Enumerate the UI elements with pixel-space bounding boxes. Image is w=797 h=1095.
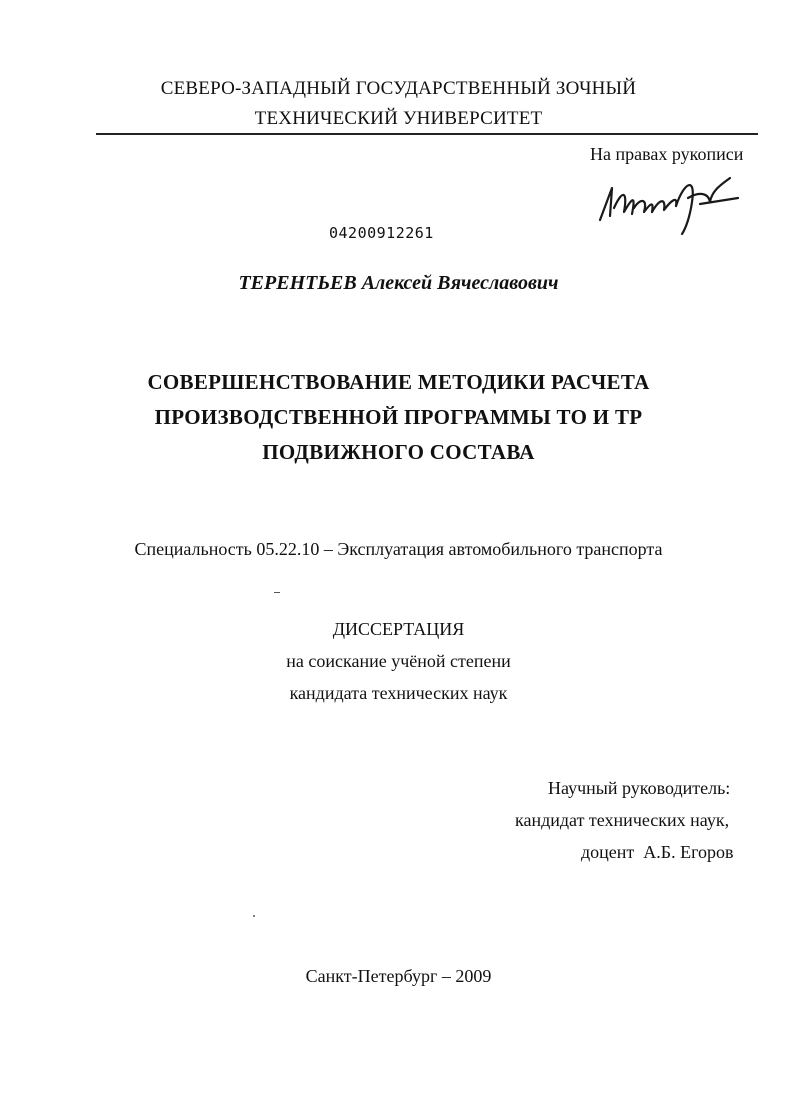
dissertation-degree-line-1: на соискание учёной степени — [286, 651, 511, 671]
scan-dot — [253, 915, 255, 917]
catalog-code: 04200912261 — [329, 224, 434, 242]
title-line-2: ПРОИЗВОДСТВЕННОЙ ПРОГРАММЫ ТО И ТР — [154, 405, 643, 429]
specialty: Специальность 05.22.10 – Эксплуатация автомобильного транспорта — [134, 539, 663, 559]
signature — [592, 168, 742, 238]
header-divider — [96, 133, 758, 135]
supervisor-degree: кандидат технических наук, — [515, 810, 730, 830]
dissertation-degree-line-2: кандидата технических наук — [289, 683, 508, 703]
dissertation-label: ДИССЕРТАЦИЯ — [332, 619, 465, 639]
supervisor-name: доцент А.Б. Егоров — [581, 842, 734, 862]
author-name: ТЕРЕНТЬЕВ Алексей Вячеславович — [238, 272, 559, 294]
title-line-3: ПОДВИЖНОГО СОСТАВА — [262, 440, 535, 464]
title-line-1: СОВЕРШЕНСТВОВАНИЕ МЕТОДИКИ РАСЧЕТА — [147, 370, 650, 394]
university-name-line-1: СЕВЕРО-ЗАПАДНЫЙ ГОСУДАРСТВЕННЫЙ ЗОЧНЫЙ — [160, 78, 637, 99]
city-year: Санкт-Петербург – 2009 — [305, 966, 492, 986]
manuscript-rights-label: На правах рукописи — [590, 144, 744, 164]
university-name-line-2: ТЕХНИЧЕСКИЙ УНИВЕРСИТЕТ — [254, 108, 543, 129]
scan-speck — [274, 592, 280, 593]
supervisor-label: Научный руководитель: — [548, 778, 731, 798]
